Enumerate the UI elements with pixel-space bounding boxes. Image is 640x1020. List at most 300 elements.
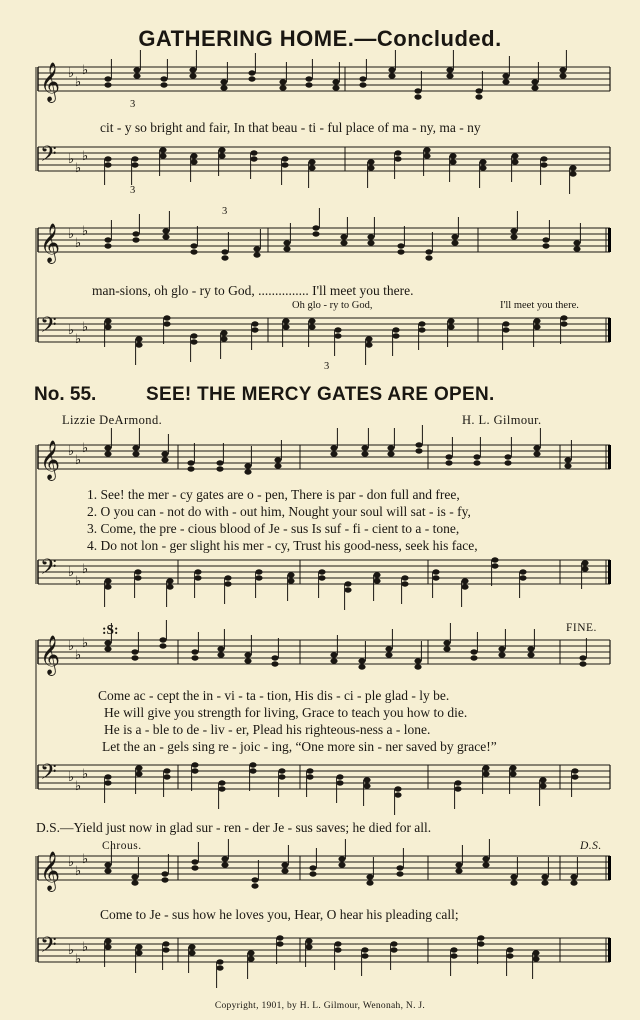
note-head	[477, 935, 484, 940]
note-head	[443, 640, 450, 645]
lyric-line: cit - y so bright and fair, In that beau - ti - ful place of ma - ny, ma - ny	[100, 120, 481, 135]
note-head	[451, 240, 458, 245]
note-head	[461, 584, 468, 589]
note-head	[132, 451, 139, 456]
note-head	[221, 856, 228, 861]
note-head	[218, 147, 225, 152]
note-head	[283, 246, 290, 251]
note-head	[247, 950, 254, 955]
note-head	[104, 156, 111, 161]
flat-sign: ♭	[68, 639, 75, 654]
note-head	[161, 457, 168, 462]
note-head	[188, 950, 195, 955]
note-head	[445, 454, 452, 459]
note-head	[287, 578, 294, 583]
note-head	[394, 786, 401, 791]
note-head	[340, 240, 347, 245]
flat-sign: ♭	[75, 648, 82, 663]
note-head	[221, 862, 228, 867]
note-head	[250, 150, 257, 155]
note-head	[104, 318, 111, 323]
bass-clef: 𝄢	[40, 933, 57, 963]
lyricist: Lizzie DeArmond.	[62, 413, 163, 427]
note-head	[334, 947, 341, 952]
note-head	[533, 318, 540, 323]
note-head	[366, 880, 373, 885]
note-head	[414, 88, 421, 93]
note-head	[527, 646, 534, 651]
note-head	[394, 150, 401, 155]
note-head	[279, 85, 286, 90]
note-head	[394, 156, 401, 161]
note-head	[450, 947, 457, 952]
note-head	[506, 953, 513, 958]
note-head	[531, 79, 538, 84]
note-head	[191, 655, 198, 660]
note-head	[190, 243, 197, 248]
note-head	[308, 159, 315, 164]
note-head	[533, 445, 540, 450]
note-head	[336, 774, 343, 779]
note-head	[163, 768, 170, 773]
note-head	[450, 953, 457, 958]
note-head	[332, 79, 339, 84]
note-head	[134, 569, 141, 574]
note-head	[367, 240, 374, 245]
note-head	[131, 655, 138, 660]
note-head	[511, 153, 518, 158]
refrain-line: Let the an - gels sing re - joic - ing, “One more sin - ner saved by grace!”	[102, 739, 497, 754]
treble-clef: 𝄞	[40, 440, 61, 480]
note-head	[253, 252, 260, 257]
note-head	[306, 768, 313, 773]
note-head	[390, 941, 397, 946]
note-head	[312, 231, 319, 236]
note-head	[447, 324, 454, 329]
note-head	[338, 856, 345, 861]
note-head	[104, 324, 111, 329]
note-head	[509, 765, 516, 770]
note-head	[104, 82, 111, 87]
note-head	[502, 321, 509, 326]
note-head	[191, 859, 198, 864]
note-head	[330, 451, 337, 456]
note-head	[527, 652, 534, 657]
note-head	[104, 162, 111, 167]
note-head	[187, 466, 194, 471]
flat-sign: ♭	[68, 66, 75, 81]
note-head	[161, 451, 168, 456]
note-head	[249, 768, 256, 773]
verse-line: 3. Come, the pre - cious blood of Je - sus Is suf - fi - cient to a - tone,	[87, 521, 460, 536]
note-head	[334, 333, 341, 338]
note-head	[491, 557, 498, 562]
flat-sign: ♭	[82, 767, 89, 782]
note-head	[396, 865, 403, 870]
note-head	[220, 336, 227, 341]
note-head	[414, 664, 421, 669]
note-head	[332, 85, 339, 90]
note-head	[502, 79, 509, 84]
note-head	[305, 76, 312, 81]
note-head	[287, 572, 294, 577]
note-head	[191, 762, 198, 767]
note-head	[365, 336, 372, 341]
note-head	[104, 243, 111, 248]
flat-sign: ♭	[68, 323, 75, 338]
note-head	[190, 339, 197, 344]
note-head	[281, 862, 288, 867]
composer: H. L. Gilmour.	[462, 413, 542, 427]
note-head	[475, 88, 482, 93]
note-head	[189, 67, 196, 72]
note-head	[570, 880, 577, 885]
note-head	[306, 774, 313, 779]
note-head	[281, 868, 288, 873]
bass-clef: 𝄢	[40, 142, 57, 172]
note-head	[455, 868, 462, 873]
flat-sign: ♭	[75, 779, 82, 794]
note-head	[104, 646, 111, 651]
triplet-mark: 3	[324, 361, 330, 372]
note-head	[191, 649, 198, 654]
note-head	[162, 941, 169, 946]
note-head	[334, 941, 341, 946]
note-head	[449, 153, 456, 158]
note-head	[253, 246, 260, 251]
flat-sign: ♭	[68, 227, 75, 242]
note-head	[220, 85, 227, 90]
note-head	[217, 652, 224, 657]
note-head	[134, 575, 141, 580]
note-head	[104, 780, 111, 785]
note-head	[506, 947, 513, 952]
note-head	[135, 944, 142, 949]
note-head	[359, 76, 366, 81]
verse-line: 1. See! the mer - cy gates are o - pen, There is par - don full and free,	[87, 487, 460, 502]
note-head	[414, 658, 421, 663]
note-head	[104, 451, 111, 456]
note-head	[455, 862, 462, 867]
flat-sign: ♭	[68, 152, 75, 167]
triplet-mark: 3	[130, 99, 136, 110]
note-head	[251, 327, 258, 332]
note-head	[443, 646, 450, 651]
note-head	[571, 774, 578, 779]
note-head	[330, 445, 337, 450]
note-head	[104, 944, 111, 949]
note-head	[361, 445, 368, 450]
note-head	[135, 336, 142, 341]
note-head	[454, 780, 461, 785]
note-head	[445, 460, 452, 465]
note-head	[104, 938, 111, 943]
note-head	[367, 165, 374, 170]
note-head	[491, 563, 498, 568]
triplet-mark: 3	[222, 206, 228, 217]
flat-sign: ♭	[82, 852, 89, 867]
note-head	[312, 225, 319, 230]
flat-sign: ♭	[82, 940, 89, 955]
note-head	[255, 569, 262, 574]
note-head	[104, 584, 111, 589]
note-head	[392, 327, 399, 332]
flat-sign: ♭	[75, 574, 82, 589]
lyric-line: man-sions, oh glo - ry to God, ............... I'll meet you there.	[92, 283, 414, 298]
note-head	[394, 792, 401, 797]
note-head	[502, 327, 509, 332]
bass-clef: 𝄢	[40, 313, 57, 343]
note-head	[159, 147, 166, 152]
note-head	[373, 572, 380, 577]
flat-sign: ♭	[82, 224, 89, 239]
flat-sign: ♭	[68, 565, 75, 580]
note-head	[282, 318, 289, 323]
note-head	[248, 76, 255, 81]
treble-clef: 𝄞	[40, 223, 61, 263]
note-head	[479, 159, 486, 164]
flat-sign: ♭	[68, 770, 75, 785]
note-head	[104, 578, 111, 583]
note-head	[132, 231, 139, 236]
note-head	[132, 237, 139, 242]
note-head	[218, 153, 225, 158]
note-head	[305, 938, 312, 943]
note-head	[220, 79, 227, 84]
note-head	[425, 255, 432, 260]
note-head	[194, 575, 201, 580]
note-head	[542, 243, 549, 248]
note-head	[244, 463, 251, 468]
note-head	[281, 162, 288, 167]
note-head	[283, 240, 290, 245]
flat-sign: ♭	[75, 864, 82, 879]
note-head	[190, 249, 197, 254]
note-head	[569, 165, 576, 170]
note-head	[451, 234, 458, 239]
note-head	[344, 587, 351, 592]
note-head	[446, 73, 453, 78]
note-head	[248, 70, 255, 75]
note-head	[397, 243, 404, 248]
flat-sign: ♭	[82, 636, 89, 651]
note-head	[131, 162, 138, 167]
note-head	[539, 783, 546, 788]
flat-sign: ♭	[75, 75, 82, 90]
note-head	[510, 228, 517, 233]
note-head	[361, 953, 368, 958]
note-head	[218, 780, 225, 785]
note-head	[131, 880, 138, 885]
note-head	[191, 865, 198, 870]
flat-sign: ♭	[75, 453, 82, 468]
note-head	[276, 935, 283, 940]
note-head	[387, 445, 394, 450]
note-head	[363, 783, 370, 788]
note-head	[425, 249, 432, 254]
note-head	[247, 956, 254, 961]
note-head	[532, 956, 539, 961]
note-head	[539, 777, 546, 782]
segno-sign: :S:	[102, 622, 119, 637]
note-head	[415, 442, 422, 447]
note-head	[276, 941, 283, 946]
note-head	[502, 73, 509, 78]
refrain-line: He will give you strength for living, Grace to teach you how to die.	[104, 705, 468, 720]
note-head	[334, 327, 341, 332]
note-head	[573, 246, 580, 251]
note-head	[159, 153, 166, 158]
note-head	[159, 637, 166, 642]
bass-clef: 𝄢	[40, 760, 57, 790]
note-head	[414, 94, 421, 99]
note-head	[216, 965, 223, 970]
note-head	[387, 451, 394, 456]
note-head	[104, 445, 111, 450]
note-head	[579, 655, 586, 660]
note-head	[473, 460, 480, 465]
ds-line: D.S.—Yield just now in glad sur - ren - der Je - sus saves; he died for all.	[36, 820, 432, 835]
note-head	[216, 466, 223, 471]
flat-sign: ♭	[82, 562, 89, 577]
note-head	[504, 460, 511, 465]
note-head	[461, 578, 468, 583]
note-head	[218, 786, 225, 791]
note-head	[446, 67, 453, 72]
note-head	[160, 76, 167, 81]
treble-clef: 𝄞	[40, 635, 61, 675]
flat-sign: ♭	[82, 441, 89, 456]
note-head	[278, 774, 285, 779]
note-head	[559, 67, 566, 72]
echo-lyric: Oh glo - ry to God,	[292, 300, 373, 311]
note-head	[367, 234, 374, 239]
echo-lyric: I'll meet you there.	[500, 300, 579, 311]
note-head	[358, 658, 365, 663]
note-head	[479, 165, 486, 170]
note-head	[281, 156, 288, 161]
note-head	[504, 454, 511, 459]
barlines	[36, 67, 611, 962]
note-head	[447, 318, 454, 323]
note-head	[571, 768, 578, 773]
note-head	[533, 324, 540, 329]
flat-sign: ♭	[75, 161, 82, 176]
refrain-line: He is a - ble to de - liv - er, Plead his righteous-ness a - lone.	[104, 722, 431, 737]
note-head	[454, 786, 461, 791]
note-head	[336, 780, 343, 785]
note-head	[271, 661, 278, 666]
note-head	[396, 871, 403, 876]
note-head	[309, 865, 316, 870]
note-head	[519, 575, 526, 580]
note-heads	[104, 50, 588, 988]
note-head	[541, 874, 548, 879]
flat-sign: ♭	[82, 63, 89, 78]
song-title: SEE! THE MERCY GATES ARE OPEN.	[146, 384, 495, 405]
note-head	[224, 575, 231, 580]
note-head	[166, 584, 173, 589]
refrain-line: Come ac - cept the in - vi - ta - tion, His dis - ci - ple glad - ly be.	[98, 688, 450, 703]
note-head	[330, 658, 337, 663]
staff-lines	[38, 67, 610, 962]
note-head	[135, 342, 142, 347]
note-head	[163, 321, 170, 326]
page-title: GATHERING HOME.—Concluded.	[138, 26, 502, 51]
note-head	[363, 777, 370, 782]
note-head	[579, 661, 586, 666]
note-head	[194, 569, 201, 574]
note-head	[423, 153, 430, 158]
note-head	[188, 944, 195, 949]
note-head	[540, 162, 547, 167]
note-head	[365, 342, 372, 347]
note-head	[131, 156, 138, 161]
note-head	[190, 159, 197, 164]
note-head	[305, 944, 312, 949]
flat-sign: ♭	[82, 149, 89, 164]
song-number: No. 55.	[34, 384, 97, 405]
fine-label: FINE.	[566, 622, 597, 634]
note-head	[482, 771, 489, 776]
note-head	[163, 315, 170, 320]
note-head	[244, 658, 251, 663]
note-head	[190, 153, 197, 158]
flat-sign: ♭	[75, 236, 82, 251]
note-head	[338, 862, 345, 867]
note-head	[449, 159, 456, 164]
flat-sign: ♭	[68, 444, 75, 459]
note-head	[104, 76, 111, 81]
note-head	[510, 234, 517, 239]
note-head	[531, 85, 538, 90]
flat-sign: ♭	[68, 943, 75, 958]
note-head	[131, 874, 138, 879]
chorus-label: Chrous.	[102, 840, 142, 852]
note-head	[581, 566, 588, 571]
note-head	[510, 880, 517, 885]
note-head	[415, 448, 422, 453]
note-head	[216, 460, 223, 465]
note-head	[305, 82, 312, 87]
note-head	[498, 646, 505, 651]
note-head	[251, 877, 258, 882]
note-head	[161, 871, 168, 876]
note-head	[309, 871, 316, 876]
note-head	[564, 457, 571, 462]
note-head	[217, 646, 224, 651]
note-head	[385, 646, 392, 651]
note-head	[423, 147, 430, 152]
note-head	[308, 165, 315, 170]
note-head	[274, 457, 281, 462]
flat-sign: ♭	[75, 332, 82, 347]
note-head	[162, 947, 169, 952]
note-head	[340, 234, 347, 239]
note-head	[191, 768, 198, 773]
triplet-mark: 3	[130, 185, 136, 196]
note-head	[564, 463, 571, 468]
note-head	[392, 333, 399, 338]
note-head	[330, 652, 337, 657]
note-head	[373, 578, 380, 583]
note-head	[161, 877, 168, 882]
note-head	[532, 950, 539, 955]
note-head	[470, 649, 477, 654]
note-head	[133, 73, 140, 78]
treble-clef: 𝄞	[40, 851, 61, 891]
note-head	[279, 79, 286, 84]
